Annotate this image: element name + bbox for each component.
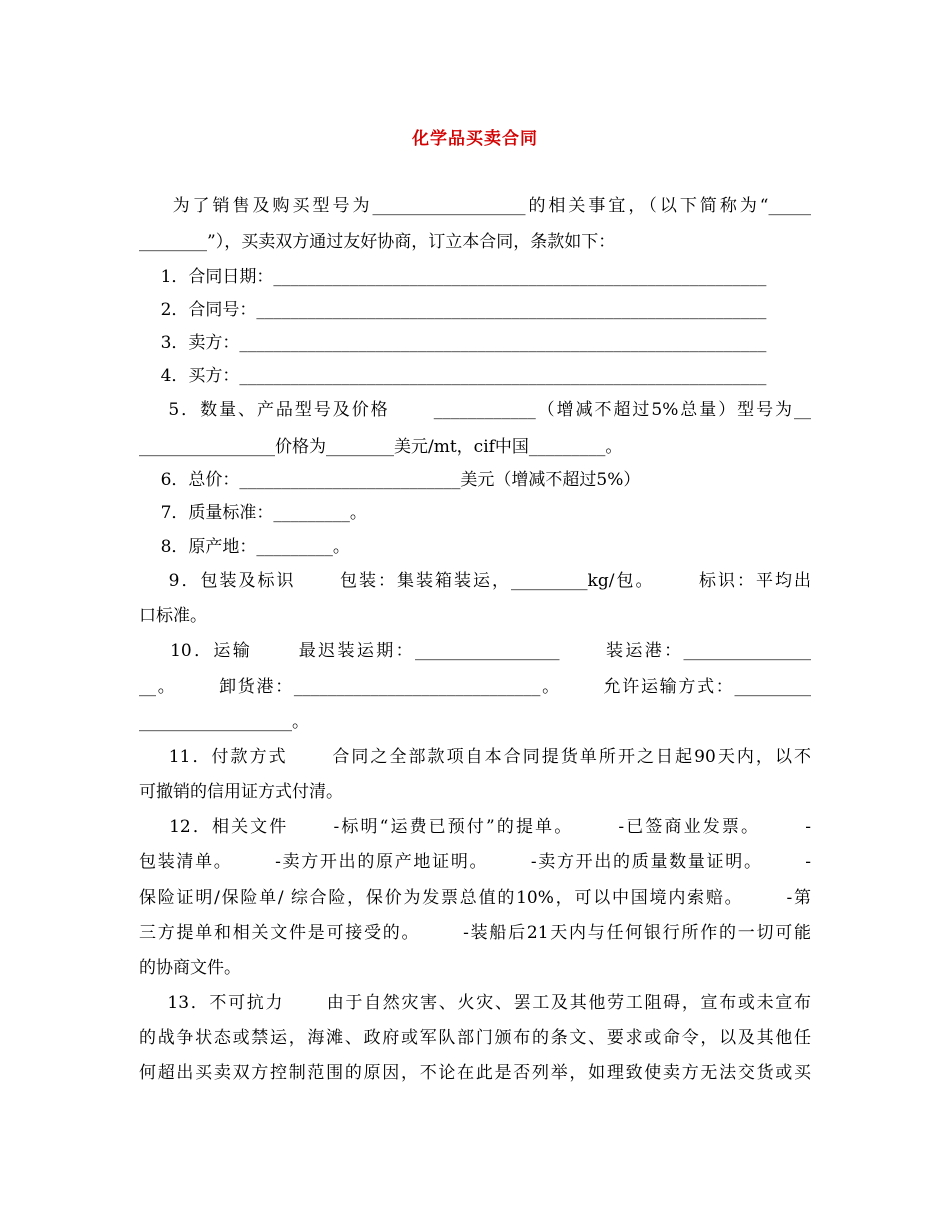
clause-line: 9．包装及标识 包装：集装箱装运，_________kg/包。 标识：平均出 bbox=[139, 571, 811, 591]
clause-line: 11．付款方式 合同之全部款项自本合同提货单所开之日起90天内，以不 bbox=[139, 747, 811, 767]
clause-line: __。 卸货港：_____________________________。 允许运输方式：_________ bbox=[139, 677, 811, 697]
clause-line: 口标准。 bbox=[139, 606, 207, 626]
clause-line: __________________。 bbox=[139, 712, 309, 732]
clause-line: 三方提单和相关文件是可接受的。 -装船后21天内与任何银行所作的一切可能 bbox=[139, 923, 811, 943]
clause-line: 的协商文件。 bbox=[139, 958, 241, 978]
clause-line: 保险证明/保险单/ 综合险，保价为发票总值的10%，可以中国境内索赔。 -第 bbox=[139, 888, 811, 908]
clause-line: 的战争状态或禁运，海滩、政府或军队部门颁布的条文、要求或命令，以及其他任 bbox=[139, 1028, 811, 1048]
clause-line: 13．不可抗力 由于自然灾害、火灾、罢工及其他劳工阻碍，宣布或未宣布 bbox=[139, 993, 811, 1013]
document-title: 化学品买卖合同 bbox=[412, 129, 538, 149]
clause-line: 2．合同号：____________________________________________________________ bbox=[139, 300, 767, 320]
clause-line: 12．相关文件 -标明“运费已预付”的提单。 -已签商业发票。 - bbox=[139, 817, 811, 837]
clause-line: 1．合同日期：__________________________________________________________ bbox=[139, 267, 767, 287]
clause-line: 可撤销的信用证方式付清。 bbox=[139, 782, 343, 802]
clause-line: 4．买方：______________________________________________________________ bbox=[139, 366, 767, 386]
clause-line: 8．原产地：_________。 bbox=[139, 537, 350, 557]
clause-line: 包装清单。 -卖方开出的原产地证明。 -卖方开出的质量数量证明。 - bbox=[139, 852, 811, 872]
clause-line: 5．数量、产品型号及价格 ____________（增减不超过5%总量）型号为__ bbox=[139, 400, 811, 420]
paragraph-line: ________”），买卖双方通过友好协商，订立本合同，条款如下： bbox=[139, 232, 616, 252]
clause-line: 10．运输 最迟装运期：_________________ 装运港：_______________ bbox=[139, 641, 811, 661]
paragraph-line: 为了销售及购买型号为__________________的相关事宜，（以下简称为“_____ bbox=[139, 196, 811, 216]
clause-line: ________________价格为________美元/mt，cif中国_________。 bbox=[139, 437, 623, 457]
clause-line: 何超出买卖双方控制范围的原因，不论在此是否列举，如理致使卖方无法交货或买 bbox=[139, 1063, 811, 1083]
clause-line: 6．总价：__________________________美元（增减不超过5%） bbox=[139, 470, 641, 490]
clause-line: 3．卖方：______________________________________________________________ bbox=[139, 333, 767, 353]
clause-line: 7．质量标准：_________。 bbox=[139, 503, 367, 523]
